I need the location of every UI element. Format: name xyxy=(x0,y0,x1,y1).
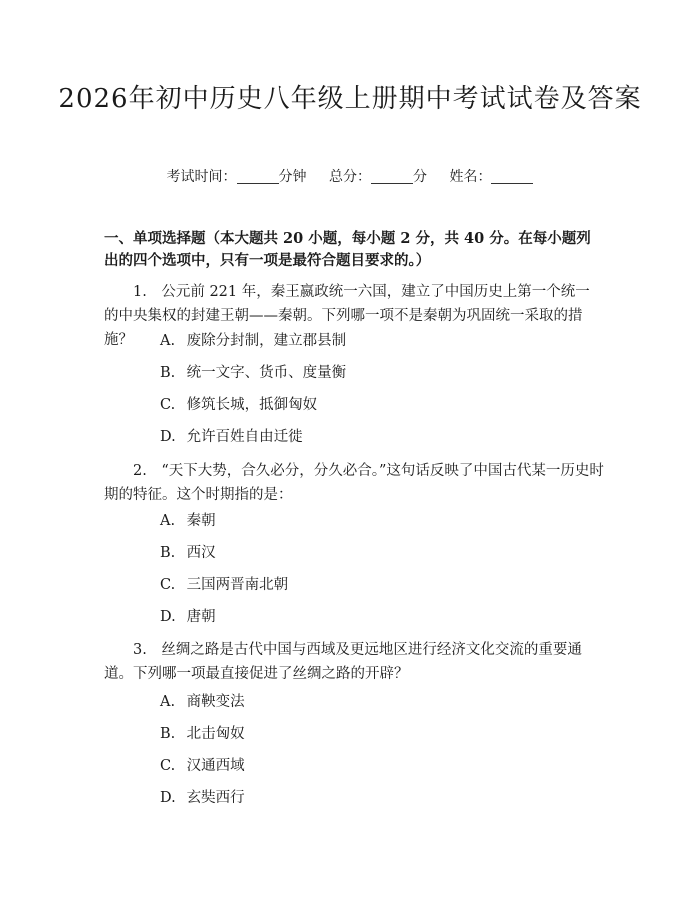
name-blank xyxy=(491,169,533,184)
exam-time-field xyxy=(167,169,307,185)
question-3-option-a xyxy=(160,691,245,713)
question-1-option-d xyxy=(160,426,303,448)
option-letter: D. xyxy=(160,790,176,806)
option-text: 汉通西域 xyxy=(186,758,245,774)
question-3-option-d xyxy=(160,787,245,809)
name-label: 姓名： xyxy=(449,169,492,185)
option-letter: B. xyxy=(160,365,176,381)
option-text: 商鞅变法 xyxy=(186,694,245,710)
page-title: 2026年初中历史八年级上册期中考试试卷及答案 xyxy=(58,84,642,114)
option-text: 秦朝 xyxy=(186,513,216,529)
option-letter: C. xyxy=(160,577,176,593)
option-text: 废除分封制，建立郡县制 xyxy=(186,333,347,349)
total-score-field xyxy=(329,169,427,185)
option-letter: D. xyxy=(160,609,176,625)
question-1-option-b xyxy=(160,362,346,384)
question-2-option-c xyxy=(160,574,288,596)
option-letter: A. xyxy=(160,694,176,710)
total-score-label: 总分： xyxy=(329,169,371,185)
option-text: 唐朝 xyxy=(186,609,216,625)
question-stem: 丝绸之路是古代中国与西域及更远地区进行经济文化交流的重要通道。下列哪一项最直接促进了丝绸之路的开辟？ xyxy=(104,642,582,682)
name-field xyxy=(449,169,533,185)
option-letter: B. xyxy=(160,545,176,561)
exam-info-line xyxy=(0,166,700,188)
option-text: 三国两晋南北朝 xyxy=(186,577,289,593)
question-3-option-c xyxy=(160,755,245,777)
exam-time-blank xyxy=(237,169,279,184)
option-text: 修筑长城，抵御匈奴 xyxy=(186,397,318,413)
question-stem: “天下大势，合久必分，分久必合。”这句话反映了中国古代某一历史时期的特征。这个时期指的是： xyxy=(104,463,604,503)
option-letter: C. xyxy=(160,397,176,413)
option-letter: A. xyxy=(160,333,176,349)
total-score-unit: 分 xyxy=(413,169,427,185)
question-number: 3. xyxy=(133,642,147,658)
question-2-option-d xyxy=(160,606,216,628)
question-3-option-b xyxy=(160,723,245,745)
option-letter: C. xyxy=(160,758,176,774)
question-2-option-a xyxy=(160,510,216,532)
question-number: 1. xyxy=(133,284,147,300)
section-heading: 一、单项选择题（本大题共 20 小题，每小题 2 分，共 40 分。在每小题列出的四个选项中，只有一项是最符合题目要求的。） xyxy=(104,230,591,269)
total-score-blank xyxy=(371,169,413,184)
option-text: 西汉 xyxy=(186,545,216,561)
option-text: 北击匈奴 xyxy=(186,726,245,742)
exam-time-label: 考试时间： xyxy=(166,169,237,185)
question-2-option-b xyxy=(160,542,216,564)
question-1-option-a xyxy=(160,330,346,352)
option-text: 玄奘西行 xyxy=(186,790,245,806)
option-text: 允许百姓自由迁徙 xyxy=(186,429,303,445)
question-3 xyxy=(104,638,604,686)
option-letter: B. xyxy=(160,726,176,742)
question-stem: 公元前 221 年，秦王嬴政统一六国，建立了中国历史上第一个统一的中央集权的封建王朝——秦朝。下列哪一项不是秦朝为巩固统一采取的措施？ xyxy=(104,284,590,348)
option-letter: A. xyxy=(160,513,176,529)
question-2 xyxy=(104,459,604,507)
question-number: 2. xyxy=(133,463,147,479)
question-1-option-c xyxy=(160,394,317,416)
exam-time-unit: 分钟 xyxy=(278,169,307,185)
option-letter: D. xyxy=(160,429,176,445)
option-text: 统一文字、货币、度量衡 xyxy=(186,365,347,381)
